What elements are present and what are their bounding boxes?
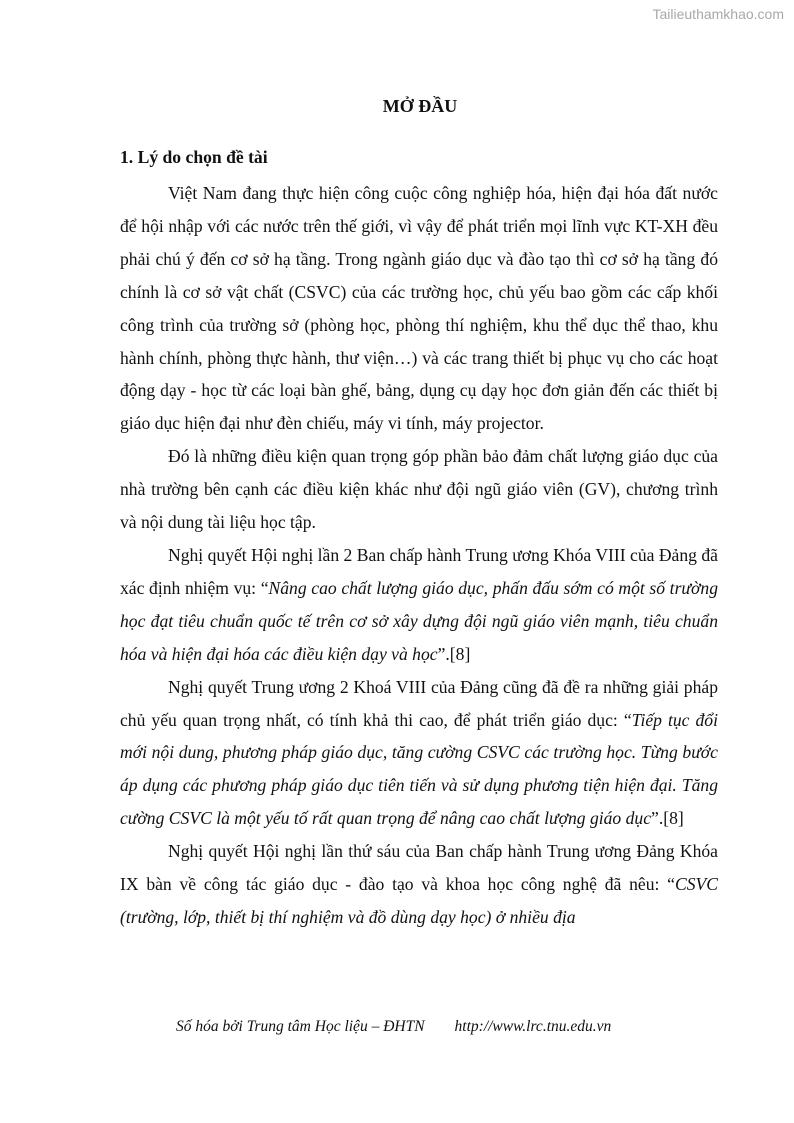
paragraph-1: Việt Nam đang thực hiện công cuộc công nghiệp hóa, hiện đại hóa đất nước để hội nhập với các nước trên thế giới, vì vậy để phát triển mọi lĩnh vực KT-XH đều phải chú ý đến cơ sở hạ tầng. Trong ngành giáo dục và đào tạo thì cơ sở hạ tầng đó chính là cơ sở vật chất (CSVC) của các trường học, chủ yếu bao gồm các cấp khối công trình của trường sở (phòng học, phòng thí nghiệm, khu thể dục thể thao, khu hành chính, phòng thực hành, thư viện…) và các trang thiết bị phục vụ cho các hoạt động dạy - học từ các loại bàn ghế, bảng, dụng cụ dạy học đơn giản đến các thiết bị giáo dục hiện đại như đèn chiếu, máy vi tính, máy projector. [120,183,718,434]
footer-url: http://www.lrc.tnu.edu.vn [454,1018,612,1035]
section-heading: 1. Lý do chọn đề tài [120,147,268,167]
paragraph-4-citation: ”.[8] [651,808,684,829]
paragraph-5 [120,835,718,934]
document-body [120,177,718,934]
paragraph-3-citation: ”.[8] [437,643,471,664]
paragraph-5-text: Nghị quyết Hội nghị lần thứ sáu của Ban chấp hành Trung ương Đảng Khóa IX bàn về công tác giáo dục - đào tạo và khoa học công nghệ đã nêu: “ [120,841,718,895]
paragraph-3-quote: Nâng cao chất lượng giáo dục, phấn đấu sớm có một số trường học đạt tiêu chuẩn quốc tế trên cơ sở xây dựng đội ngũ giáo viên mạnh, tiêu chuẩn hóa và hiện đại hóa các điều kiện dạy và học [120,577,718,664]
watermark: Tailieuthamkhao.com [652,6,784,22]
page-title: MỞ ĐẦU [382,96,458,116]
paragraph-3-text: Nghị quyết Hội nghị lần 2 Ban chấp hành Trung ương Khóa VIII của Đảng đã xác định nhiệm vụ: “ [120,544,718,598]
paragraph-4-text: Nghị quyết Trung ương 2 Khoá VIII của Đảng cũng đã đề ra những giải pháp chủ yếu quan trọng nhất, có tính khả thi cao, để phát triển giáo dục: “ [120,676,718,730]
paragraph-4 [120,671,718,836]
page-footer [176,1018,696,1036]
paragraph-5-quote: CSVC (trường, lớp, thiết bị thí nghiệm và đồ dùng dạy học) ở nhiều địa [120,874,718,927]
paragraph-3 [120,539,718,671]
paragraph-2: Đó là những điều kiện quan trọng góp phần bảo đảm chất lượng giáo dục của nhà trường bên cạnh các điều kiện khác như đội ngũ giáo viên (GV), chương trình và nội dung tài liệu học tập. [120,446,718,533]
paragraph-4-quote: Tiếp tục đổi mới nội dung, phương pháp giáo dục, tăng cường CSVC các trường học. Từng bước áp dụng các phương pháp giáo dục tiên tiến và sử dụng phương tiện hiện đại. Tăng cường CSVC là một yếu tố rất quan trọng để nâng cao chất lượng giáo dục [120,709,718,829]
footer-source: Số hóa bởi Trung tâm Học liệu – ĐHTN [176,1018,425,1035]
